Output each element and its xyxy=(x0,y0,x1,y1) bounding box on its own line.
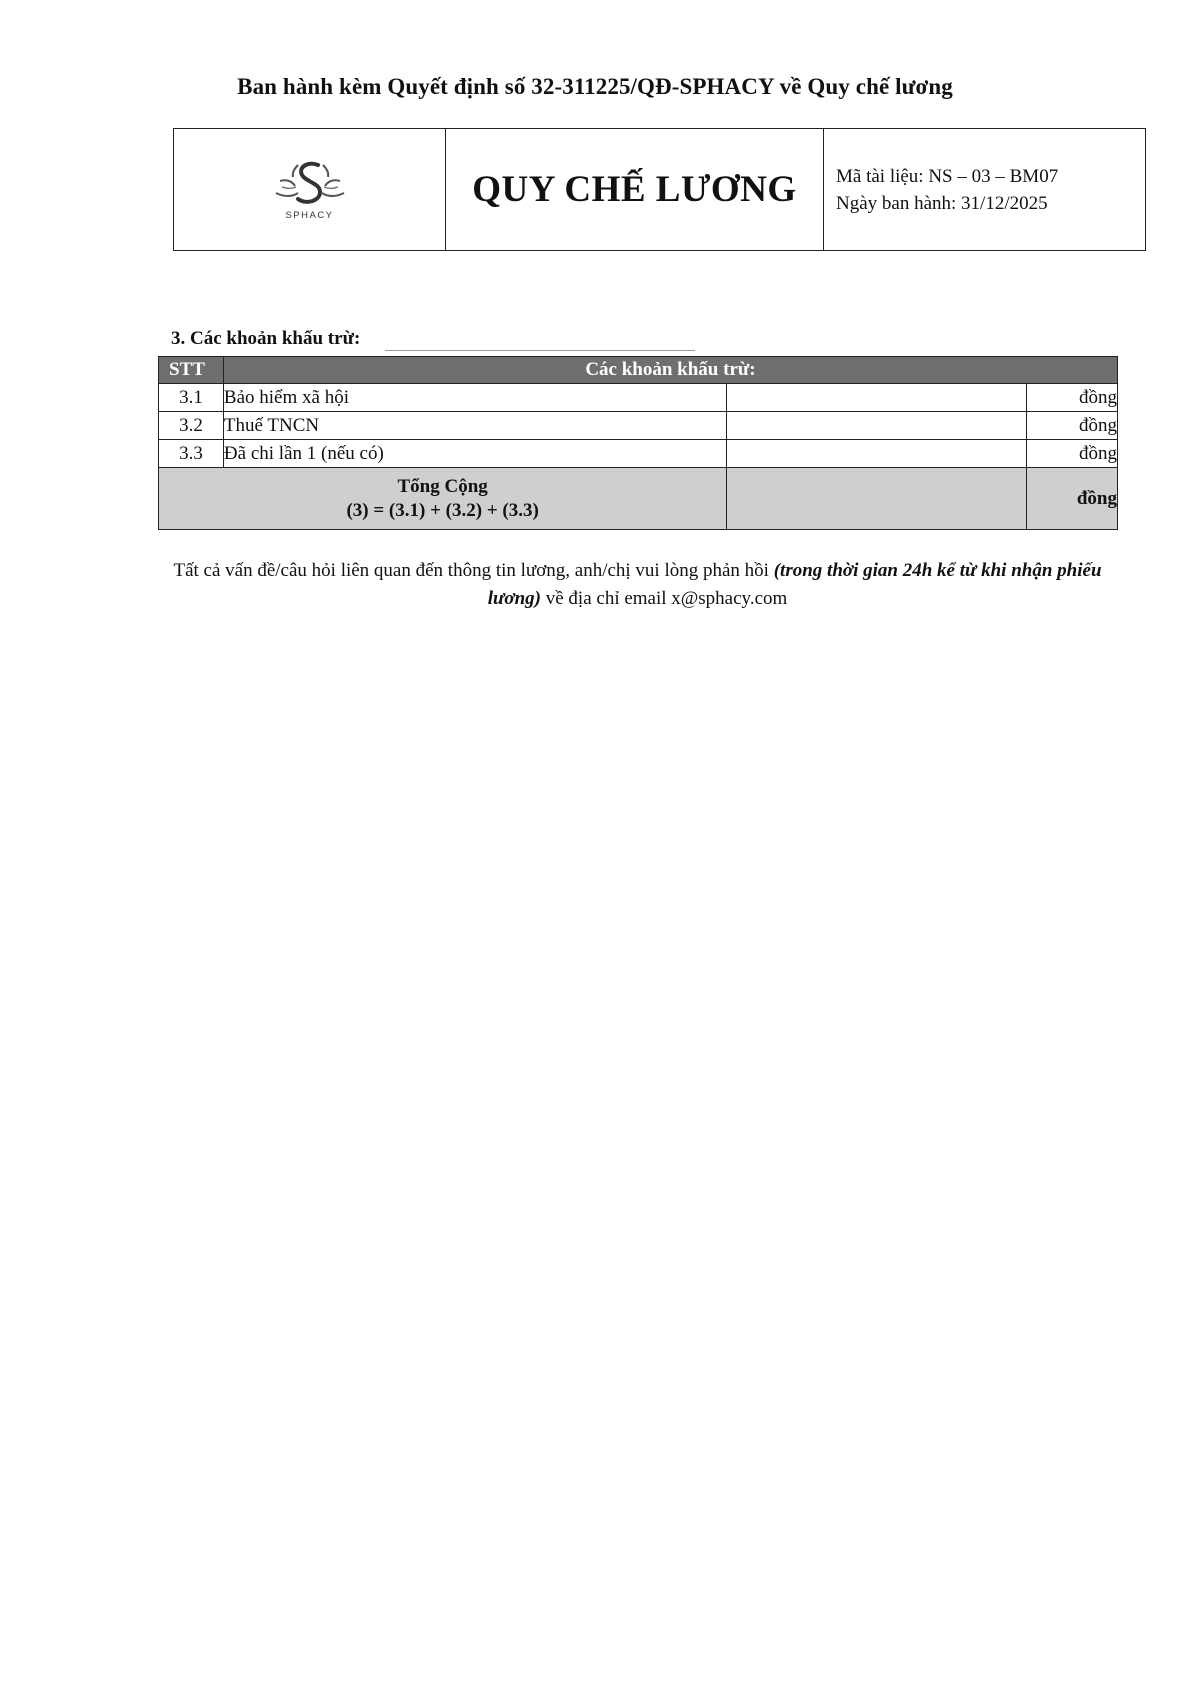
row-amount xyxy=(727,384,1027,412)
logo-wordmark: SPHACY xyxy=(285,209,334,221)
row-name: Bảo hiểm xã hội xyxy=(223,384,726,412)
document-header xyxy=(173,128,1146,251)
logo-cell xyxy=(174,129,446,250)
row-amount xyxy=(727,412,1027,440)
total-label-cell xyxy=(159,468,727,530)
table-row xyxy=(159,384,1118,412)
note-text-before: Tất cả vấn đề/câu hỏi liên quan đến thông tin lương, anh/chị vui lòng phản hồi xyxy=(173,560,774,581)
note-emphasis: (trong thời gian 24h kể từ khi nhận phiếu lương) xyxy=(487,560,1102,609)
issue-date: Ngày ban hành: 31/12/2025 xyxy=(836,192,1048,214)
row-name: Đã chi lần 1 (nếu có) xyxy=(223,440,726,468)
row-amount xyxy=(727,440,1027,468)
document-title: QUY CHẾ LƯƠNG xyxy=(446,129,824,250)
row-unit: đồng xyxy=(1027,412,1118,440)
row-stt: 3.3 xyxy=(159,440,224,468)
feedback-note xyxy=(150,557,1125,613)
total-formula: (3) = (3.1) + (3.2) + (3.3) xyxy=(346,499,539,521)
total-amount xyxy=(727,468,1027,530)
document-meta xyxy=(824,129,1145,250)
table-row xyxy=(159,440,1118,468)
total-row xyxy=(159,468,1118,530)
row-stt: 3.2 xyxy=(159,412,224,440)
table-row xyxy=(159,412,1118,440)
note-text-after: về địa chỉ email x@sphacy.com xyxy=(540,588,788,609)
document-code: Mã tài liệu: NS – 03 – BM07 xyxy=(836,165,1059,187)
deductions-table xyxy=(158,356,1118,530)
row-stt: 3.1 xyxy=(159,384,224,412)
section-heading: 3. Các khoản khấu trừ: xyxy=(171,328,361,349)
column-header-stt: STT xyxy=(159,357,224,384)
sphacy-logo-icon xyxy=(268,159,352,209)
total-label: Tổng Cộng xyxy=(397,475,488,497)
total-unit: đồng xyxy=(1027,468,1118,530)
decree-line: Ban hành kèm Quyết định số 32-311225/QĐ-SPHACY về Quy chế lương xyxy=(237,74,953,99)
heading-divider xyxy=(385,350,695,351)
row-unit: đồng xyxy=(1027,384,1118,412)
row-name: Thuế TNCN xyxy=(223,412,726,440)
table-header-row xyxy=(159,357,1118,384)
row-unit: đồng xyxy=(1027,440,1118,468)
column-header-item: Các khoản khấu trừ: xyxy=(223,357,1117,384)
